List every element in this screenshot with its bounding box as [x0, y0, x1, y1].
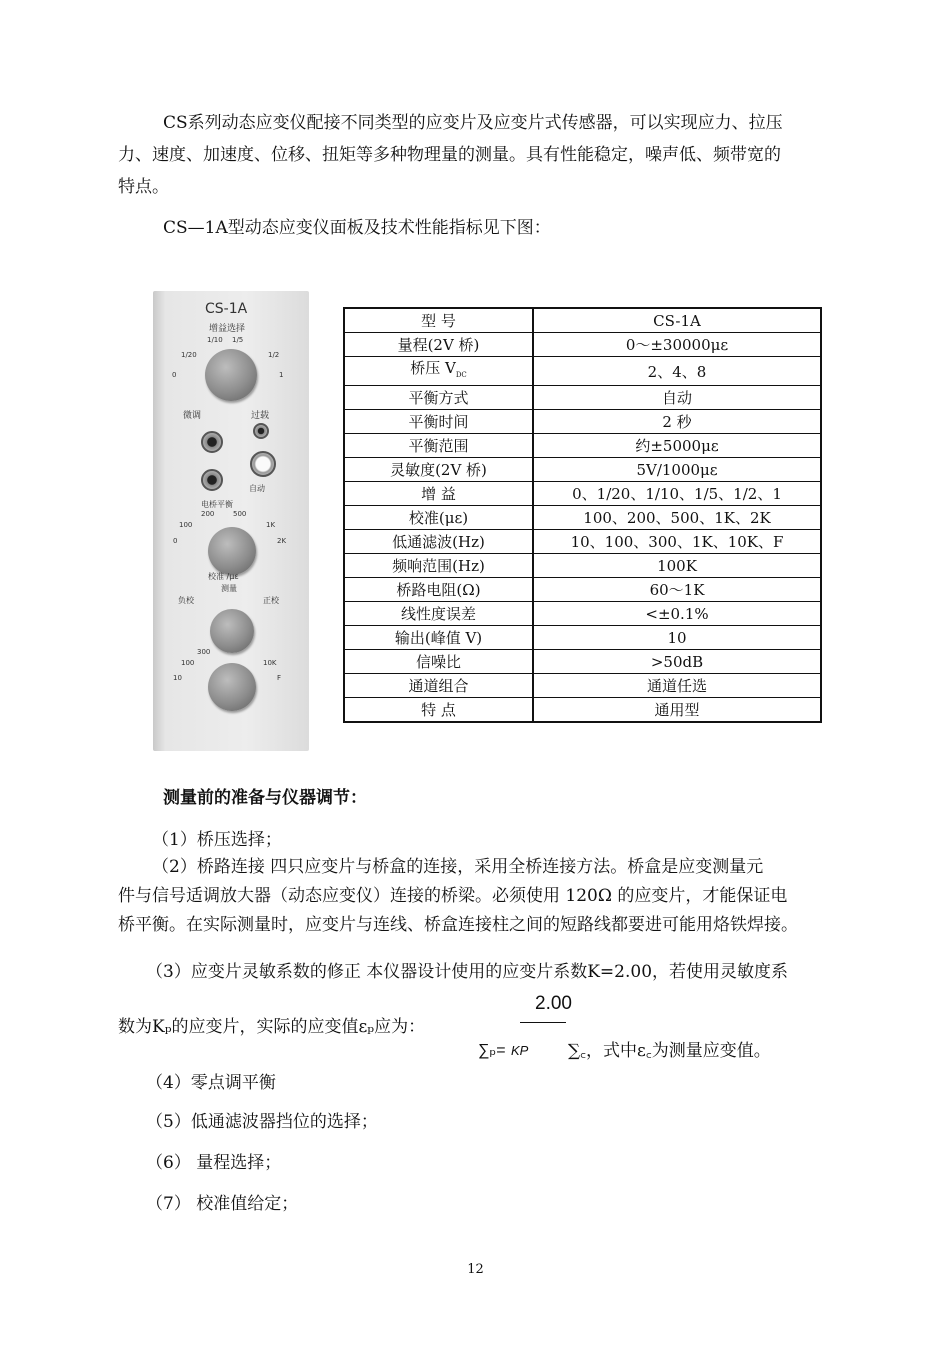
panel-intro: CS—1A型动态应变仪面板及技术性能指标见下图： [163, 218, 551, 238]
formula-fraction-bar [520, 1022, 566, 1023]
spec-param-cell: 线性度误差 [344, 602, 533, 626]
step-5: （5）低通滤波器挡位的选择； [146, 1112, 378, 1132]
spec-value-cell: 100、200、500、1K、2K [533, 506, 821, 530]
panel-bridge-balance-label: 电桥平衡 [201, 500, 233, 509]
indicator-lamp-icon [250, 451, 276, 477]
step-6: （6） 量程选择； [146, 1153, 282, 1173]
spec-value-cell: 通用型 [533, 698, 821, 723]
spec-param-cell: 平衡范围 [344, 434, 533, 458]
spec-table-row [344, 674, 821, 698]
spec-param-cell: 平衡时间 [344, 410, 533, 434]
panel-bridge-tick-200: 200 [201, 510, 215, 518]
panel-model-label: CS-1A [205, 301, 248, 317]
spec-param-cell: 频响范围(Hz) [344, 554, 533, 578]
panel-overload-label: 过载 [251, 411, 270, 421]
page-number: 12 [467, 1262, 484, 1277]
spec-value-cell: <±0.1% [533, 602, 821, 626]
step-1: （1）桥压选择； [152, 830, 282, 850]
step-2-line-2: 件与信号适调放大器（动态应变仪）连接的桥梁。必须使用 120Ω 的应变片，才能保证电 [118, 886, 788, 906]
spec-value-cell: 5V/1000με [533, 458, 821, 482]
intro-line-2: 力、速度、加速度、位移、扭矩等多种物理量的测量。具有性能稳定，噪声低、频带宽的 [118, 145, 781, 165]
panel-bridge-tick-2k: 2K [277, 537, 287, 545]
step-2-line-1: （2）桥路连接 四只应变片与桥盒的连接，采用全桥连接方法。桥盒是应变测量元 [152, 857, 764, 877]
spec-table-row [344, 458, 821, 482]
calibration-knob[interactable] [208, 527, 256, 575]
spec-param-cell: 桥压 $V_{DC}$ [344, 357, 533, 386]
formula-kp: KP [511, 1043, 529, 1058]
panel-bridge-tick-0: 0 [173, 537, 178, 545]
spec-dc-subscript: DC [455, 371, 467, 379]
spec-param-cell: 校准(με) [344, 506, 533, 530]
spec-value-cell: 10、100、300、1K、10K、F [533, 530, 821, 554]
panel-filter-tick-300: 300 [197, 648, 211, 656]
spec-param-cell: 信噪比 [344, 650, 533, 674]
spec-value-cell: 100K [533, 554, 821, 578]
spec-param-cell: 通道组合 [344, 674, 533, 698]
spec-table-row [344, 506, 821, 530]
panel-bridge-tick-500: 500 [233, 510, 247, 518]
panel-gain-tick-0: 0 [172, 371, 177, 379]
spec-table-row [344, 698, 821, 723]
panel-fine-label: 微调 [183, 411, 202, 421]
panel-gain-tick-1-5: 1/5 [232, 336, 244, 344]
panel-gain-tick-1-10: 1/10 [207, 336, 223, 344]
panel-filter-tick-10: 10 [173, 674, 182, 682]
spec-table-row [344, 482, 821, 506]
measure-switch-knob[interactable] [210, 609, 254, 653]
panel-auto-label: 自动 [249, 484, 265, 493]
spec-value-cell: 自动 [533, 386, 821, 410]
spec-param-cell: 桥路电阻(Ω) [344, 578, 533, 602]
panel-bridge-tick-1k: 1K [266, 521, 276, 529]
spec-param-cell: 增 益 [344, 482, 533, 506]
intro-line-3: 特点。 [118, 177, 169, 197]
step-4: （4）零点调平衡 [146, 1073, 276, 1093]
spec-table-row [344, 626, 821, 650]
spec-table-row [344, 333, 821, 357]
formula-lhs: ∑ₚ= [478, 1042, 506, 1059]
panel-measure-label: 测量 [221, 584, 237, 593]
spec-value-cell: 0～±30000με [533, 333, 821, 357]
filter-knob[interactable] [208, 663, 256, 711]
spec-table-row [344, 578, 821, 602]
spec-param-cell: 特 点 [344, 698, 533, 723]
step-3-line-1: （3）应变片灵敏系数的修正 本仪器设计使用的应变片系数K=2.00，若使用灵敏度系 [146, 962, 789, 982]
panel-filter-tick-10k: 10K [263, 659, 277, 667]
panel-bridge-tick-100: 100 [179, 521, 193, 529]
spec-param-cell: 低通滤波(Hz) [344, 530, 533, 554]
panel-neg-cal-label: 负校 [178, 596, 194, 605]
auto-balance-button[interactable] [201, 469, 223, 491]
panel-filter-tick-100: 100 [181, 659, 195, 667]
spec-table-row [344, 357, 821, 386]
panel-gain-tick-1-2: 1/2 [268, 351, 280, 359]
spec-table-row [344, 308, 821, 333]
spec-value-cell: 60～1K [533, 578, 821, 602]
panel-gain-tick-1-20: 1/20 [181, 351, 197, 359]
spec-value-cell: 0、1/20、1/10、1/5、1/2、1 [533, 482, 821, 506]
step-7: （7） 校准值给定； [146, 1194, 299, 1214]
step-2-line-3: 桥平衡。在实际测量时，应变片与连线、桥盒连接柱之间的短路线都要进可能用烙铁焊接。 [118, 915, 798, 935]
formula-rhs: ∑꜀，式中ε꜀为测量应变值。 [568, 1041, 771, 1061]
spec-param-cell: 量程(2V 桥) [344, 333, 533, 357]
panel-filter-tick-f: F [277, 674, 282, 682]
panel-gain-select-label: 增益选择 [209, 324, 246, 334]
spec-value-cell: >50dB [533, 650, 821, 674]
spec-table-row [344, 602, 821, 626]
panel-gain-tick-1: 1 [279, 371, 284, 379]
spec-value-cell: 2、4、8 [533, 357, 821, 386]
panel-calibration-label: 校准 /με [208, 572, 239, 581]
spec-value-cell: 2 秒 [533, 410, 821, 434]
intro-line-1: CS系列动态应变仪配接不同类型的应变片及应变片式传感器，可以实现应力、拉压 [163, 113, 783, 133]
spec-table-row [344, 386, 821, 410]
spec-value-cell: 通道任选 [533, 674, 821, 698]
spec-param-cell: 输出(峰值 V) [344, 626, 533, 650]
spec-table [343, 307, 822, 723]
spec-param-cell: 平衡方式 [344, 386, 533, 410]
spec-param-cell: 灵敏度(2V 桥) [344, 458, 533, 482]
spec-table-row [344, 434, 821, 458]
spec-table-row [344, 554, 821, 578]
spec-value-cell: 10 [533, 626, 821, 650]
spec-value-cell: CS-1A [533, 308, 821, 333]
formula-numerator: 2.00 [535, 993, 572, 1014]
spec-table-row [344, 530, 821, 554]
panel-pos-cal-label: 正校 [263, 596, 279, 605]
spec-table-row [344, 410, 821, 434]
spec-table-row [344, 650, 821, 674]
fine-adjust-button[interactable] [201, 431, 223, 453]
overload-indicator-icon [253, 423, 269, 439]
spec-value-cell: 约±5000με [533, 434, 821, 458]
spec-param-cell: 型 号 [344, 308, 533, 333]
step-3-line-2: 数为Kₚ的应变片，实际的应变值εₚ应为： [118, 1017, 426, 1037]
gain-select-knob[interactable] [205, 349, 257, 401]
instrument-panel-image [153, 291, 309, 751]
section-heading: 测量前的准备与仪器调节： [163, 788, 367, 808]
